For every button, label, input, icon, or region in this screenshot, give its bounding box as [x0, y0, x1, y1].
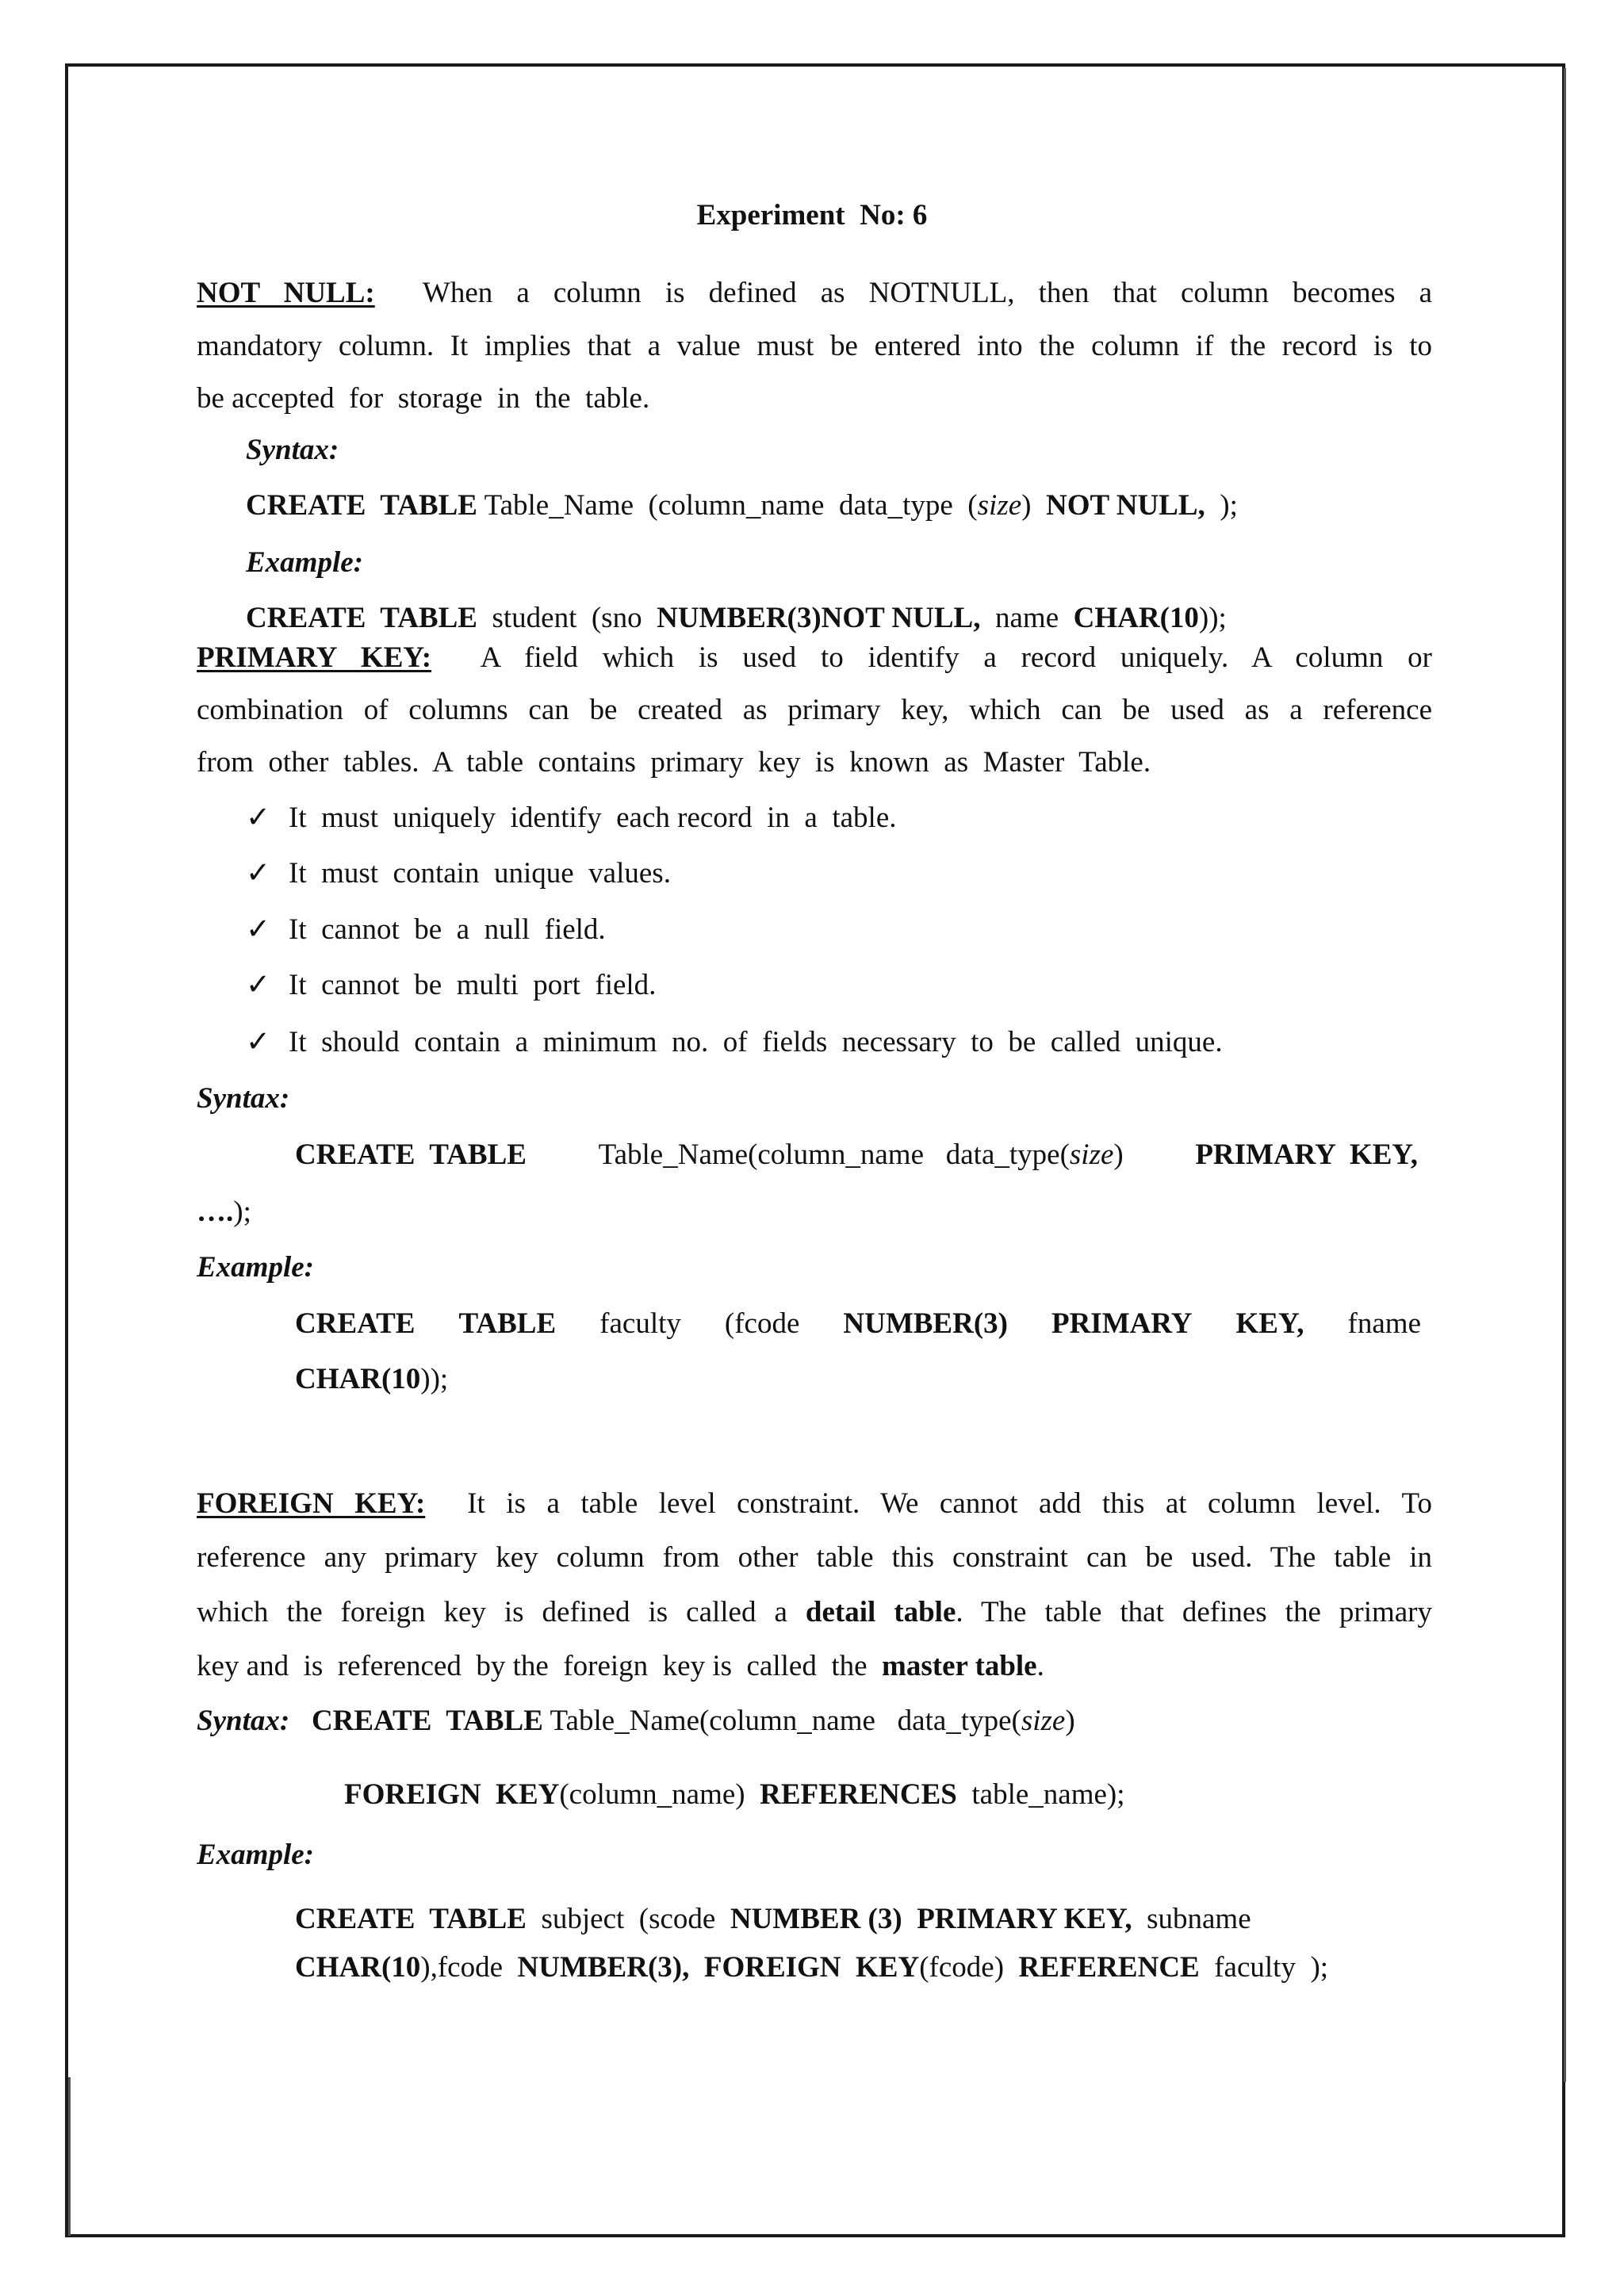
not-null-text: When a column is defined as NOTNULL, then that column becomes a: [422, 277, 1432, 309]
primary-key-example: CREATE TABLE faculty (fcode NUMBER(3) PRIMARY KEY, fname: [295, 1307, 1421, 1340]
checkmark-icon: ✓: [246, 857, 271, 890]
page-title: [0, 189, 1624, 242]
foreign-key-example-line-2: CHAR(10),fcode NUMBER(3), FOREIGN KEY(fcode) REFERENCE faculty );: [295, 1951, 1329, 1984]
checkmark-icon: ✓: [246, 802, 271, 834]
not-null-line-1: [197, 266, 1432, 320]
foreign-key-example: CREATE TABLE subject (scode NUMBER (3) PRIMARY KEY, subname: [295, 1903, 1251, 1935]
page-border-shadow: [1564, 68, 1566, 2082]
foreign-key-line-2: reference any primary key column from other table this constraint can be used. The table in: [197, 1541, 1432, 1574]
primary-key-syntax-label: Syntax:: [197, 1082, 290, 1115]
foreign-key-example-label: Example:: [197, 1839, 314, 1871]
primary-key-syntax-continued: ….);: [197, 1196, 251, 1228]
list-item: ✓ It cannot be a null field.: [246, 903, 606, 956]
checkmark-icon: ✓: [246, 1026, 271, 1058]
page-border-shadow: [68, 2077, 71, 2236]
not-null-example: CREATE TABLE student (sno NUMBER(3)NOT NULL, name CHAR(10));: [246, 602, 1227, 634]
not-null-text: be accepted for storage in the table.: [197, 382, 650, 415]
list-item: ✓ It must contain unique values.: [246, 847, 671, 900]
not-null-text: mandatory column. It implies that a value must be entered into the column if the record is to: [197, 330, 1432, 362]
foreign-key-syntax-line-2: FOREIGN KEY(column_name) REFERENCES table_name);: [344, 1778, 1125, 1811]
primary-key-line-3: from other tables. A table contains primary key is known as Master Table.: [197, 746, 1151, 779]
not-null-line-2: [197, 320, 1432, 373]
primary-key-line-2: combination of columns can be created as primary key, which can be used as a reference: [197, 694, 1432, 726]
not-null-syntax: CREATE TABLE Table_Name (column_name data_type (size) NOT NULL, );: [246, 489, 1238, 522]
list-item: ✓ It cannot be multi port field.: [246, 959, 656, 1012]
list-item: ✓ It should contain a minimum no. of fields necessary to be called unique.: [246, 1016, 1223, 1069]
foreign-key-line-4: key and is referenced by the foreign key is called the master table.: [197, 1650, 1044, 1682]
foreign-key-term: FOREIGN KEY:: [197, 1487, 426, 1520]
primary-key-text: A field which is used to identify a record uniquely. A column or: [480, 641, 1433, 674]
title-text: Experiment No: 6: [696, 199, 928, 232]
primary-key-example-label: Example:: [197, 1251, 314, 1284]
not-null-line-3: [197, 372, 1432, 425]
checkmark-icon: ✓: [246, 913, 271, 946]
not-null-syntax-label: Syntax:: [246, 434, 339, 466]
foreign-key-line-3: which the foreign key is defined is called a detail table. The table that defines the primary: [197, 1596, 1432, 1628]
foreign-key-syntax: Syntax: CREATE TABLE Table_Name(column_name data_type(size): [197, 1705, 1075, 1737]
not-null-term: NOT NULL:: [197, 277, 375, 309]
not-null-example-label: Example:: [246, 546, 363, 579]
primary-key-term: PRIMARY KEY:: [197, 641, 432, 674]
primary-key-example-line-2: CHAR(10));: [295, 1363, 449, 1395]
primary-key-syntax: CREATE TABLE Table_Name(column_name data_type(size) PRIMARY KEY,: [295, 1138, 1418, 1171]
primary-key-line-1: [197, 631, 1432, 684]
checkmark-icon: ✓: [246, 969, 271, 1001]
foreign-key-line-1: FOREIGN KEY: It is a table level constraint. We cannot add this at column level. To: [197, 1487, 1432, 1520]
list-item: ✓ It must uniquely identify each record in a table.: [246, 791, 897, 844]
